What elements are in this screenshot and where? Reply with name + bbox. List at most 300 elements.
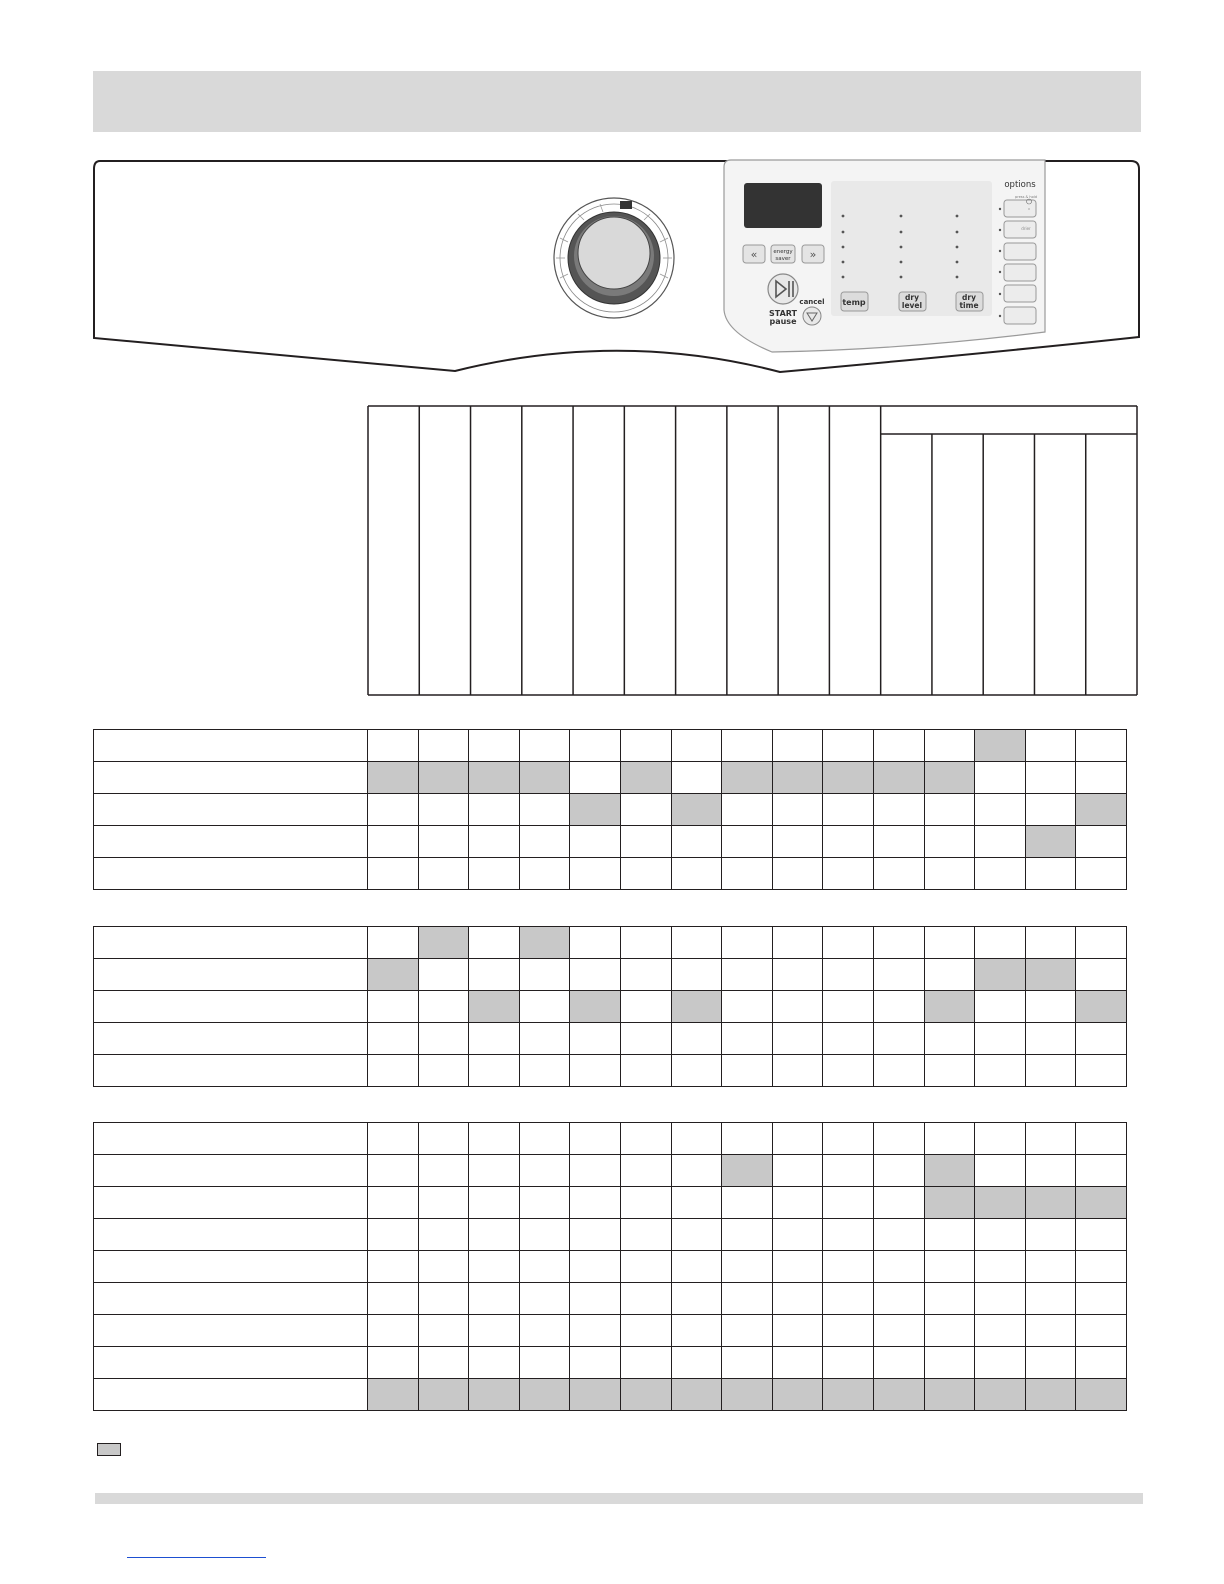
empty-cell <box>772 826 823 858</box>
empty-cell <box>418 1251 469 1283</box>
empty-cell <box>823 1283 874 1315</box>
empty-cell <box>772 1347 823 1379</box>
empty-cell <box>368 1187 419 1219</box>
option-button-2[interactable] <box>1004 221 1036 238</box>
empty-cell <box>722 1315 773 1347</box>
shaded-cell <box>772 762 823 794</box>
empty-cell <box>722 991 773 1023</box>
control-panel-illustration <box>0 150 1224 390</box>
empty-cell <box>1025 991 1076 1023</box>
drier-option-label: drier <box>1021 226 1031 231</box>
empty-cell <box>873 1315 924 1347</box>
shaded-cell <box>1076 1187 1127 1219</box>
empty-cell <box>671 1219 722 1251</box>
empty-cell <box>418 1155 469 1187</box>
empty-cell <box>823 959 874 991</box>
shaded-cell <box>620 762 671 794</box>
empty-cell <box>469 927 520 959</box>
empty-cell <box>722 730 773 762</box>
empty-cell <box>1076 1123 1127 1155</box>
empty-cell <box>772 1283 823 1315</box>
shaded-cell <box>519 1379 570 1411</box>
empty-cell <box>418 858 469 890</box>
table-row <box>94 1219 1127 1251</box>
empty-cell <box>873 959 924 991</box>
empty-cell <box>469 959 520 991</box>
shaded-cell <box>975 1379 1026 1411</box>
empty-cell <box>620 1187 671 1219</box>
table-row <box>94 1123 1127 1155</box>
shaded-cell <box>469 762 520 794</box>
empty-cell <box>469 1123 520 1155</box>
row-label-cell <box>94 762 368 794</box>
empty-cell <box>418 1187 469 1219</box>
page-header-bar <box>93 71 1141 132</box>
option-button-4[interactable] <box>1004 264 1036 281</box>
empty-cell <box>722 826 773 858</box>
dry-level-label-line1: dry <box>905 293 919 302</box>
shaded-cell <box>1076 1379 1127 1411</box>
empty-cell <box>823 1155 874 1187</box>
empty-cell <box>1076 730 1127 762</box>
empty-cell <box>772 1023 823 1055</box>
empty-cell <box>671 730 722 762</box>
empty-cell <box>570 927 621 959</box>
empty-cell <box>368 1283 419 1315</box>
legend-shaded-swatch <box>97 1443 121 1456</box>
shaded-cell <box>924 762 975 794</box>
empty-cell <box>924 1123 975 1155</box>
empty-cell <box>519 1219 570 1251</box>
empty-cell <box>570 1187 621 1219</box>
empty-cell <box>924 1055 975 1087</box>
empty-cell <box>1025 1251 1076 1283</box>
empty-cell <box>924 794 975 826</box>
table-row <box>94 959 1127 991</box>
chevron-left-icon: « <box>750 248 758 261</box>
empty-cell <box>671 762 722 794</box>
empty-cell <box>418 1219 469 1251</box>
empty-cell <box>722 1023 773 1055</box>
empty-cell <box>519 1123 570 1155</box>
empty-cell <box>620 991 671 1023</box>
empty-cell <box>975 1219 1026 1251</box>
empty-cell <box>772 1155 823 1187</box>
empty-cell <box>570 1055 621 1087</box>
empty-cell <box>570 959 621 991</box>
empty-cell <box>924 1219 975 1251</box>
empty-cell <box>368 991 419 1023</box>
empty-cell <box>924 1023 975 1055</box>
compatibility-table-3 <box>93 1122 1127 1411</box>
empty-cell <box>418 1023 469 1055</box>
shaded-cell <box>368 959 419 991</box>
shaded-cell <box>873 1379 924 1411</box>
option-button-3[interactable] <box>1004 243 1036 260</box>
empty-cell <box>823 826 874 858</box>
empty-cell <box>1025 1123 1076 1155</box>
row-label-cell <box>94 730 368 762</box>
row-label-cell <box>94 1155 368 1187</box>
empty-cell <box>975 1055 1026 1087</box>
empty-cell <box>722 1187 773 1219</box>
empty-cell <box>570 1155 621 1187</box>
empty-cell <box>418 1123 469 1155</box>
empty-cell <box>519 959 570 991</box>
row-label-cell <box>94 991 368 1023</box>
empty-cell <box>368 1123 419 1155</box>
empty-cell <box>873 1347 924 1379</box>
shaded-cell <box>924 991 975 1023</box>
empty-cell <box>975 927 1026 959</box>
empty-cell <box>368 1315 419 1347</box>
cycle-selector-knob[interactable] <box>554 198 674 318</box>
empty-cell <box>1025 1347 1076 1379</box>
empty-cell <box>722 858 773 890</box>
dry-time-label-line2: time <box>959 301 979 310</box>
shaded-cell <box>722 1379 773 1411</box>
empty-cell <box>620 1219 671 1251</box>
empty-cell <box>671 826 722 858</box>
shaded-cell <box>1076 794 1127 826</box>
empty-cell <box>772 1055 823 1087</box>
table-row <box>94 762 1127 794</box>
empty-cell <box>469 1023 520 1055</box>
empty-cell <box>469 730 520 762</box>
empty-cell <box>519 1155 570 1187</box>
shaded-cell <box>519 762 570 794</box>
shaded-cell <box>418 1379 469 1411</box>
empty-cell <box>570 826 621 858</box>
shaded-cell <box>368 762 419 794</box>
shaded-cell <box>975 730 1026 762</box>
shaded-cell <box>924 1187 975 1219</box>
empty-cell <box>519 1055 570 1087</box>
empty-cell <box>975 991 1026 1023</box>
empty-cell <box>1076 1283 1127 1315</box>
empty-cell <box>823 794 874 826</box>
empty-cell <box>823 991 874 1023</box>
empty-cell <box>519 826 570 858</box>
shaded-cell <box>671 794 722 826</box>
empty-cell <box>620 1315 671 1347</box>
empty-cell <box>418 1283 469 1315</box>
empty-cell <box>1076 1155 1127 1187</box>
empty-cell <box>620 1155 671 1187</box>
shaded-cell <box>722 762 773 794</box>
empty-cell <box>368 826 419 858</box>
table-row <box>94 1251 1127 1283</box>
energy-saver-label-line1: energy <box>773 249 793 255</box>
empty-cell <box>368 730 419 762</box>
empty-cell <box>975 762 1026 794</box>
empty-cell <box>671 1023 722 1055</box>
empty-cell <box>722 794 773 826</box>
empty-cell <box>975 1251 1026 1283</box>
empty-cell <box>418 826 469 858</box>
empty-cell <box>469 1187 520 1219</box>
empty-cell <box>722 1283 773 1315</box>
shaded-cell <box>873 762 924 794</box>
empty-cell <box>1076 826 1127 858</box>
empty-cell <box>570 1283 621 1315</box>
empty-cell <box>620 959 671 991</box>
cancel-button[interactable] <box>803 307 821 325</box>
empty-cell <box>975 1023 1026 1055</box>
dry-time-label-line1: dry <box>962 293 976 302</box>
table-row <box>94 1283 1127 1315</box>
row-label-cell <box>94 1055 368 1087</box>
empty-cell <box>722 1123 773 1155</box>
empty-cell <box>570 1315 621 1347</box>
empty-cell <box>924 730 975 762</box>
shaded-cell <box>620 1379 671 1411</box>
empty-cell <box>570 1123 621 1155</box>
shaded-cell <box>570 991 621 1023</box>
empty-cell <box>722 1055 773 1087</box>
empty-cell <box>620 858 671 890</box>
empty-cell <box>671 1155 722 1187</box>
empty-cell <box>671 927 722 959</box>
empty-cell <box>823 927 874 959</box>
empty-cell <box>671 1251 722 1283</box>
empty-cell <box>368 927 419 959</box>
table-row <box>94 1155 1127 1187</box>
empty-cell <box>519 1315 570 1347</box>
shaded-cell <box>924 1155 975 1187</box>
empty-cell <box>873 1155 924 1187</box>
empty-cell <box>873 858 924 890</box>
empty-cell <box>975 1347 1026 1379</box>
table-row <box>94 1055 1127 1087</box>
empty-cell <box>722 1251 773 1283</box>
shaded-cell <box>418 762 469 794</box>
table-row <box>94 1023 1127 1055</box>
start-label: START <box>768 309 798 318</box>
empty-cell <box>722 1219 773 1251</box>
empty-cell <box>873 730 924 762</box>
empty-cell <box>873 1023 924 1055</box>
empty-cell <box>1025 1023 1076 1055</box>
table-row <box>94 826 1127 858</box>
row-label-cell <box>94 1123 368 1155</box>
row-label-cell <box>94 959 368 991</box>
shaded-cell <box>772 1379 823 1411</box>
empty-cell <box>873 826 924 858</box>
empty-cell <box>873 991 924 1023</box>
shaded-cell <box>469 991 520 1023</box>
shaded-cell <box>1025 1187 1076 1219</box>
empty-cell <box>1076 1251 1127 1283</box>
empty-cell <box>873 794 924 826</box>
empty-cell <box>671 1347 722 1379</box>
empty-cell <box>924 1251 975 1283</box>
empty-cell <box>924 1283 975 1315</box>
empty-cell <box>671 858 722 890</box>
empty-cell <box>469 858 520 890</box>
empty-cell <box>620 1123 671 1155</box>
table-row <box>94 1379 1127 1411</box>
empty-cell <box>823 1315 874 1347</box>
empty-cell <box>570 1023 621 1055</box>
empty-cell <box>823 1347 874 1379</box>
empty-cell <box>418 730 469 762</box>
table-row <box>94 927 1127 959</box>
shaded-cell <box>1076 991 1127 1023</box>
empty-cell <box>1025 794 1076 826</box>
empty-cell <box>368 858 419 890</box>
compatibility-table-1 <box>93 729 1127 890</box>
empty-cell <box>418 1347 469 1379</box>
digital-display <box>744 183 822 228</box>
dry-level-label-line2: level <box>901 301 923 310</box>
column-header-grid <box>0 400 1224 700</box>
empty-cell <box>469 794 520 826</box>
shaded-cell <box>924 1379 975 1411</box>
empty-cell <box>772 1251 823 1283</box>
empty-cell <box>469 1315 520 1347</box>
empty-cell <box>975 1315 1026 1347</box>
press-hold-label: press & hold <box>1015 195 1037 199</box>
option-button-6[interactable] <box>1004 307 1036 324</box>
shaded-cell <box>722 1155 773 1187</box>
empty-cell <box>519 1251 570 1283</box>
options-label: options <box>1004 180 1036 190</box>
empty-cell <box>469 826 520 858</box>
empty-cell <box>772 730 823 762</box>
start-pause-button[interactable] <box>768 274 798 304</box>
empty-cell <box>975 1283 1026 1315</box>
empty-cell <box>975 794 1026 826</box>
row-label-cell <box>94 1187 368 1219</box>
row-label-cell <box>94 1219 368 1251</box>
empty-cell <box>519 991 570 1023</box>
page-footer-bar <box>95 1493 1143 1504</box>
empty-cell <box>620 1347 671 1379</box>
empty-cell <box>570 858 621 890</box>
empty-cell <box>418 1055 469 1087</box>
empty-cell <box>975 826 1026 858</box>
shaded-cell <box>519 927 570 959</box>
empty-cell <box>772 794 823 826</box>
shaded-cell <box>570 794 621 826</box>
shaded-cell <box>418 927 469 959</box>
empty-cell <box>620 1055 671 1087</box>
shaded-cell <box>671 1379 722 1411</box>
empty-cell <box>469 1219 520 1251</box>
shaded-cell <box>368 1379 419 1411</box>
empty-cell <box>772 1187 823 1219</box>
empty-cell <box>1025 1155 1076 1187</box>
empty-cell <box>924 1347 975 1379</box>
option-button-5[interactable] <box>1004 285 1036 302</box>
empty-cell <box>1076 858 1127 890</box>
table-row <box>94 1347 1127 1379</box>
empty-cell <box>772 1123 823 1155</box>
empty-cell <box>924 858 975 890</box>
empty-cell <box>823 730 874 762</box>
empty-cell <box>671 1283 722 1315</box>
empty-cell <box>418 959 469 991</box>
empty-cell <box>1025 1283 1076 1315</box>
empty-cell <box>519 730 570 762</box>
table-row <box>94 794 1127 826</box>
row-label-cell <box>94 1379 368 1411</box>
empty-cell <box>620 1023 671 1055</box>
empty-cell <box>469 1055 520 1087</box>
table-row <box>94 1315 1127 1347</box>
empty-cell <box>620 1251 671 1283</box>
empty-cell <box>570 762 621 794</box>
empty-cell <box>722 1347 773 1379</box>
pause-label: pause <box>769 317 797 326</box>
empty-cell <box>924 959 975 991</box>
empty-cell <box>469 1347 520 1379</box>
empty-cell <box>975 1123 1026 1155</box>
chevron-right-icon: » <box>809 248 817 261</box>
empty-cell <box>1025 927 1076 959</box>
shaded-cell <box>1025 959 1076 991</box>
empty-cell <box>873 1055 924 1087</box>
empty-cell <box>368 1023 419 1055</box>
empty-cell <box>975 1155 1026 1187</box>
empty-cell <box>873 1187 924 1219</box>
empty-cell <box>722 927 773 959</box>
cancel-label: cancel <box>799 298 825 306</box>
empty-cell <box>620 794 671 826</box>
row-label-cell <box>94 1315 368 1347</box>
empty-cell <box>1025 730 1076 762</box>
empty-cell <box>368 794 419 826</box>
empty-cell <box>1025 762 1076 794</box>
empty-cell <box>620 927 671 959</box>
empty-cell <box>873 1219 924 1251</box>
energy-saver-label-line2: saver <box>775 256 791 262</box>
empty-cell <box>418 1315 469 1347</box>
empty-cell <box>1076 959 1127 991</box>
empty-cell <box>772 991 823 1023</box>
empty-cell <box>924 927 975 959</box>
shaded-cell <box>570 1379 621 1411</box>
empty-cell <box>1076 762 1127 794</box>
empty-cell <box>469 1283 520 1315</box>
table-row <box>94 858 1127 890</box>
empty-cell <box>873 1123 924 1155</box>
empty-cell <box>772 927 823 959</box>
footer-link-underline[interactable] <box>127 1557 266 1558</box>
empty-cell <box>924 1315 975 1347</box>
table-row <box>94 991 1127 1023</box>
empty-cell <box>1076 1347 1127 1379</box>
empty-cell <box>368 1347 419 1379</box>
empty-cell <box>469 1251 520 1283</box>
empty-cell <box>722 959 773 991</box>
empty-cell <box>823 1251 874 1283</box>
empty-cell <box>418 991 469 1023</box>
empty-cell <box>1076 927 1127 959</box>
empty-cell <box>519 1283 570 1315</box>
shaded-cell <box>671 991 722 1023</box>
empty-cell <box>469 1155 520 1187</box>
empty-cell <box>1076 1315 1127 1347</box>
empty-cell <box>570 1347 621 1379</box>
empty-cell <box>1025 1219 1076 1251</box>
row-label-cell <box>94 1347 368 1379</box>
empty-cell <box>570 1251 621 1283</box>
shaded-cell <box>823 762 874 794</box>
shaded-cell <box>1025 1379 1076 1411</box>
empty-cell <box>772 858 823 890</box>
